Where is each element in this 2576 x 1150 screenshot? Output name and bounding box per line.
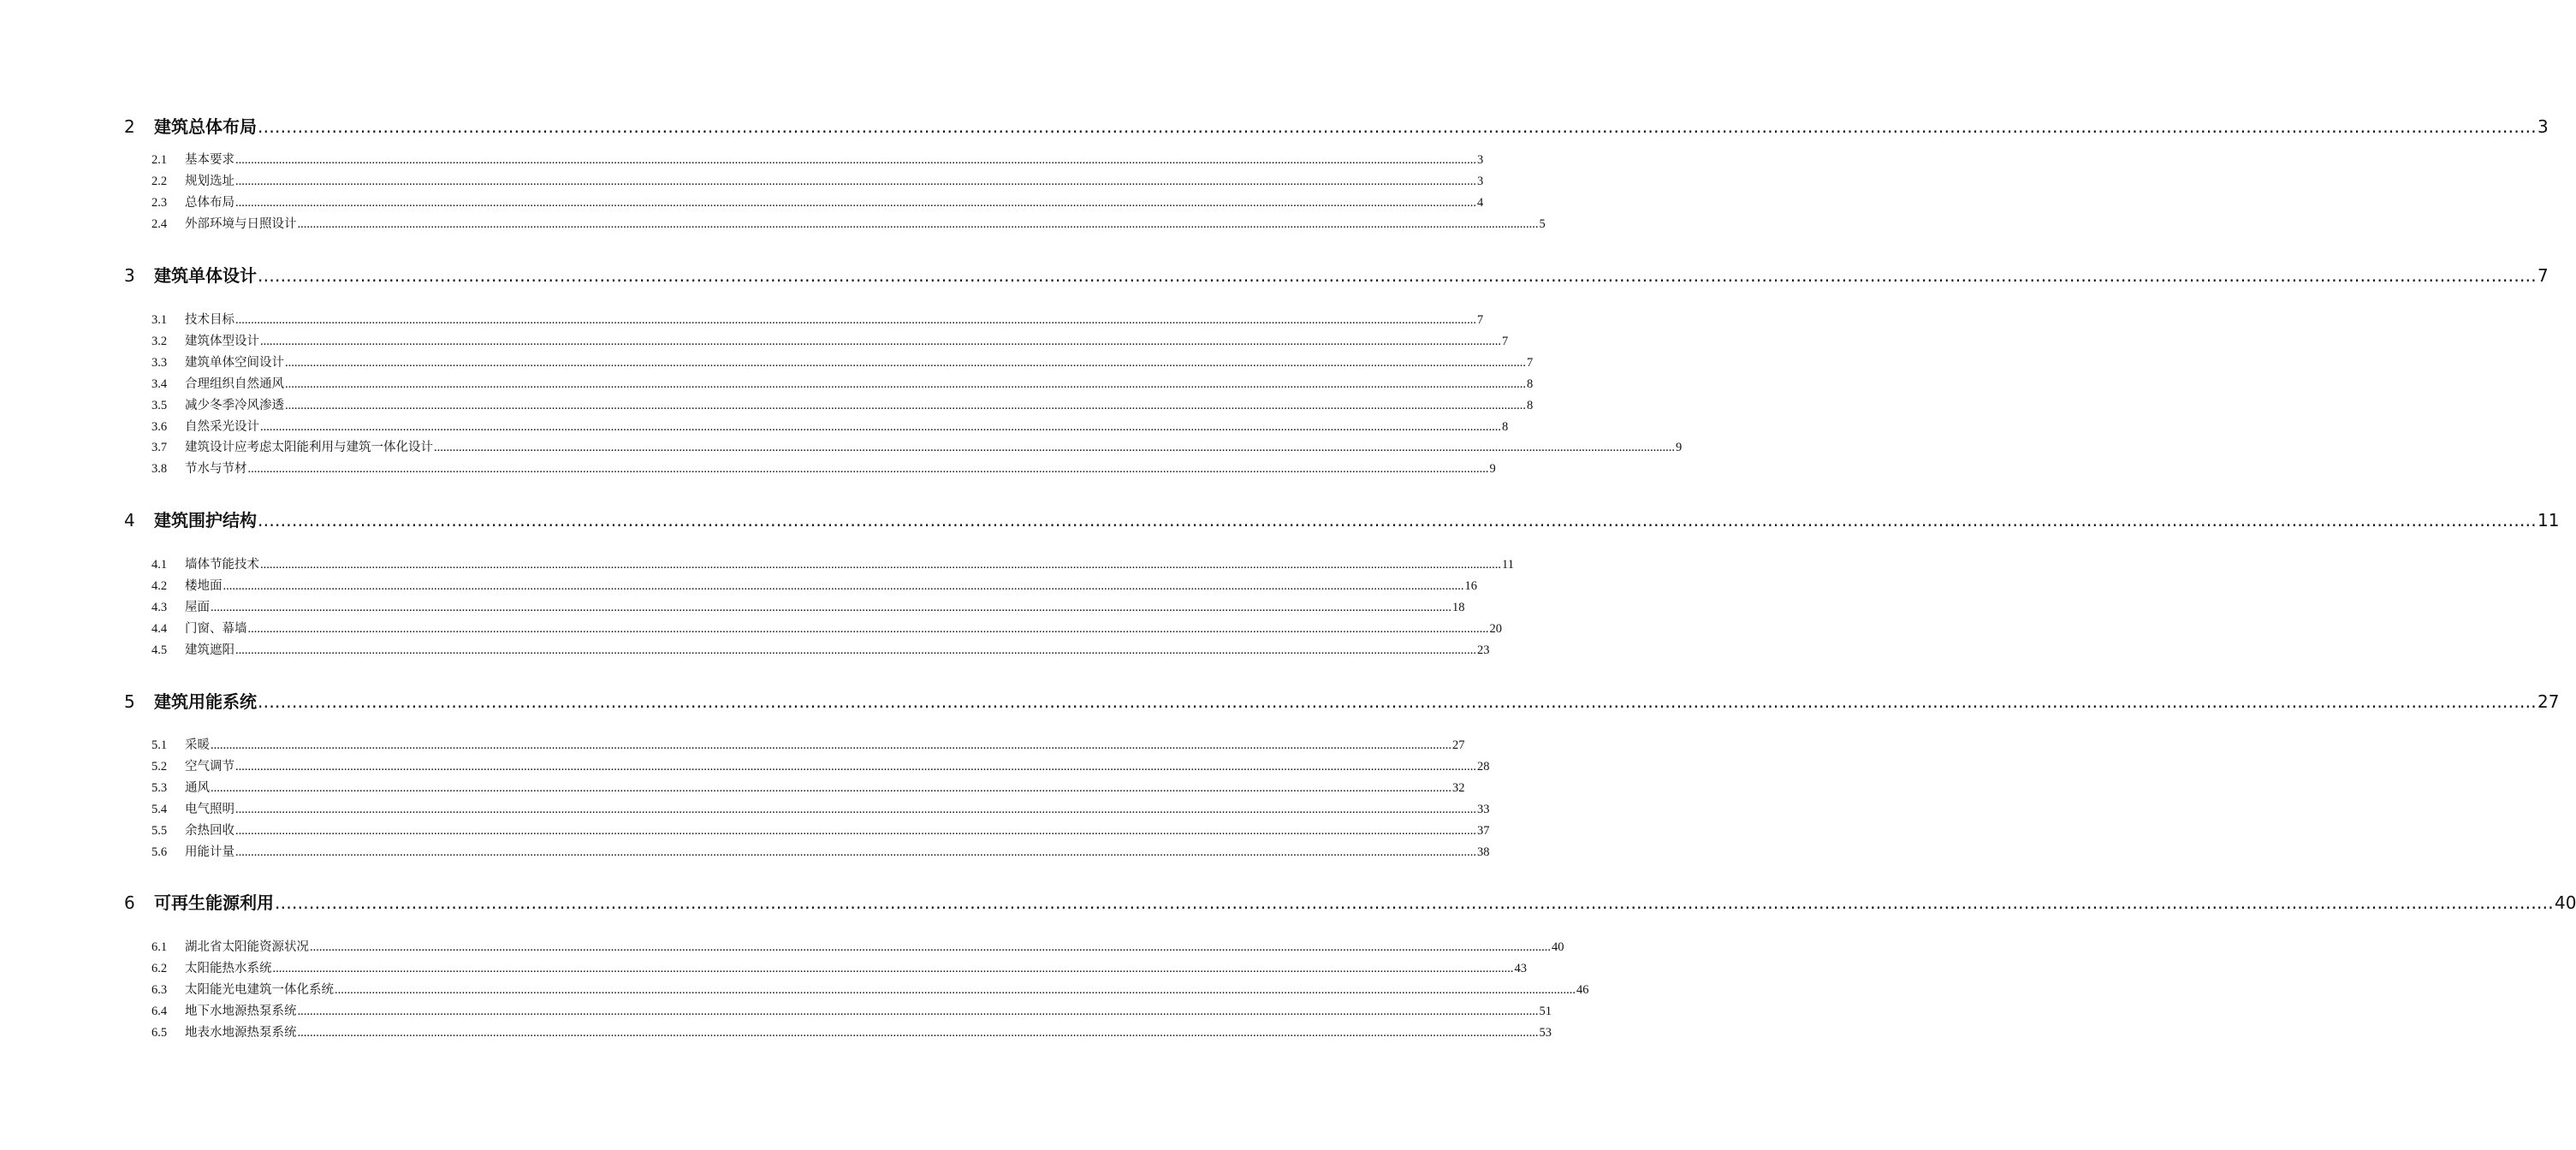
section-page-number: 9 xyxy=(1676,441,1683,454)
toc-section-entry[interactable] xyxy=(151,598,1465,617)
toc-section-entry[interactable] xyxy=(151,151,1484,169)
section-number: 2.4 xyxy=(151,217,168,231)
toc-section-entry[interactable] xyxy=(151,1002,1552,1021)
section-page-number: 46 xyxy=(1576,983,1589,997)
section-page-number: 16 xyxy=(1464,579,1477,593)
section-title: 技术目标 xyxy=(185,313,234,327)
toc-section-entry[interactable] xyxy=(151,375,1534,394)
section-page-number: 7 xyxy=(1527,356,1534,370)
section-title: 建筑单体空间设计 xyxy=(185,356,284,370)
section-number: 2.2 xyxy=(151,175,168,188)
dot-leader: ................................................................................................................................................................................................................................................................................................................................................................................................................ xyxy=(211,738,1451,752)
chapter-page-number: 40 xyxy=(2554,892,2576,913)
section-number: 5.4 xyxy=(151,803,168,816)
dot-leader: ................................................................................................................................................................................................................................................................................................................................................................................................................ xyxy=(235,196,1476,210)
dot-leader: ................................................................................................................................................................................................................................................................................................................................................................................................................ xyxy=(223,579,1464,593)
toc-section-entry[interactable] xyxy=(151,981,1589,999)
dot-leader: ................................................................................................................................................................................................................................................................................................................................................................................................................ xyxy=(247,462,1489,476)
chapter-page-number: 11 xyxy=(2537,510,2560,531)
section-number: 4.5 xyxy=(151,643,168,657)
section-number: 3.8 xyxy=(151,462,168,476)
dot-leader: ................................................................................................................................................................................................................................................................................................................................................................................................................ xyxy=(272,962,1514,975)
toc-section-entry[interactable] xyxy=(151,459,1496,478)
toc-section-entry[interactable] xyxy=(151,555,1514,574)
dot-leader: ................................................................................................................................................................................................................................................................................................................................................................................................................ xyxy=(235,824,1476,838)
toc-chapter-entry[interactable] xyxy=(124,264,2549,288)
toc-section-entry[interactable] xyxy=(151,757,1490,776)
toc-chapter-entry[interactable] xyxy=(124,690,2560,714)
section-title: 屋面 xyxy=(185,601,210,614)
toc-section-entry[interactable] xyxy=(151,353,1534,372)
dot-leader: ................................................................................................................................................................................................................................................................................................................................................................................................................ xyxy=(310,940,1551,954)
section-number: 5.6 xyxy=(151,845,168,859)
section-page-number: 5 xyxy=(1539,217,1546,231)
dot-leader: ................................................................................................................................................................................................................................................................................................................................................................................................................ xyxy=(297,1005,1539,1018)
section-page-number: 37 xyxy=(1477,824,1490,838)
section-number: 3.7 xyxy=(151,441,168,454)
section-page-number: 40 xyxy=(1552,940,1564,954)
chapter-number: 4 xyxy=(124,510,135,531)
section-page-number: 53 xyxy=(1539,1026,1552,1040)
dot-leader: ................................................................................................................................................................................................................................................................................................................................................................................................................ xyxy=(297,217,1539,231)
dot-leader: ................................................................................................................................................................................................................................................................................................................................................................................................................ xyxy=(258,116,2537,137)
section-title: 湖北省太阳能资源状况 xyxy=(185,940,309,954)
section-title: 电气照明 xyxy=(185,803,234,816)
section-title: 建筑设计应考虑太阳能利用与建筑一体化设计 xyxy=(185,441,433,454)
chapter-page-number: 7 xyxy=(2537,265,2549,286)
dot-leader: ................................................................................................................................................................................................................................................................................................................................................................................................................ xyxy=(260,558,1501,572)
dot-leader: ................................................................................................................................................................................................................................................................................................................................................................................................................ xyxy=(258,510,2537,531)
toc-section-entry[interactable] xyxy=(151,843,1490,862)
dot-leader: ................................................................................................................................................................................................................................................................................................................................................................................................................ xyxy=(235,313,1476,327)
dot-leader: ................................................................................................................................................................................................................................................................................................................................................................................................................ xyxy=(335,983,1576,997)
dot-leader: ................................................................................................................................................................................................................................................................................................................................................................................................................ xyxy=(285,399,1526,412)
section-title: 外部环境与日照设计 xyxy=(185,217,297,231)
dot-leader: ................................................................................................................................................................................................................................................................................................................................................................................................................ xyxy=(260,420,1501,434)
toc-chapter-entry[interactable] xyxy=(124,115,2549,139)
section-number: 6.4 xyxy=(151,1005,168,1018)
toc-section-entry[interactable] xyxy=(151,619,1502,638)
section-number: 6.3 xyxy=(151,983,168,997)
dot-leader: ................................................................................................................................................................................................................................................................................................................................................................................................................ xyxy=(211,781,1451,795)
section-number: 6.2 xyxy=(151,962,168,975)
dot-leader: ................................................................................................................................................................................................................................................................................................................................................................................................................ xyxy=(258,691,2537,712)
section-title: 总体布局 xyxy=(185,196,234,210)
section-number: 2.1 xyxy=(151,153,168,167)
dot-leader: ................................................................................................................................................................................................................................................................................................................................................................................................................ xyxy=(235,845,1476,859)
section-title: 采暖 xyxy=(185,738,210,752)
section-title: 自然采光设计 xyxy=(185,420,259,434)
toc-section-entry[interactable] xyxy=(151,1023,1552,1042)
toc-section-entry[interactable] xyxy=(151,438,1683,457)
toc-chapter-entry[interactable] xyxy=(124,891,2576,915)
section-page-number: 20 xyxy=(1489,622,1502,636)
section-page-number: 4 xyxy=(1477,196,1484,210)
dot-leader: ................................................................................................................................................................................................................................................................................................................................................................................................................ xyxy=(258,265,2537,286)
section-title: 地表水地源热泵系统 xyxy=(185,1026,297,1040)
section-number: 4.4 xyxy=(151,622,168,636)
section-title: 建筑体型设计 xyxy=(185,335,259,348)
section-title: 通风 xyxy=(185,781,210,795)
section-number: 4.3 xyxy=(151,601,168,614)
section-title: 楼地面 xyxy=(185,579,223,593)
section-number: 3.4 xyxy=(151,377,168,391)
toc-section-entry[interactable] xyxy=(151,418,1509,436)
section-page-number: 3 xyxy=(1477,175,1484,188)
section-title: 地下水地源热泵系统 xyxy=(185,1005,297,1018)
toc-section-entry[interactable] xyxy=(151,332,1509,351)
toc-section-entry[interactable] xyxy=(151,800,1490,819)
chapter-number: 3 xyxy=(124,265,135,286)
toc-section-entry[interactable] xyxy=(151,938,1564,957)
toc-section-entry[interactable] xyxy=(151,641,1490,660)
section-title: 减少冬季冷风渗透 xyxy=(185,399,284,412)
section-page-number: 27 xyxy=(1452,738,1465,752)
section-title: 规划选址 xyxy=(185,175,234,188)
section-number: 4.1 xyxy=(151,558,168,572)
toc-chapter-entry[interactable] xyxy=(124,508,2560,532)
section-title: 节水与节材 xyxy=(185,462,247,476)
dot-leader: ................................................................................................................................................................................................................................................................................................................................................................................................................ xyxy=(235,643,1476,657)
chapter-page-number: 27 xyxy=(2537,691,2560,712)
chapter-number: 5 xyxy=(124,691,135,712)
chapter-title: 可再生能源利用 xyxy=(154,892,274,913)
section-title: 合理组织自然通风 xyxy=(185,377,284,391)
section-page-number: 51 xyxy=(1539,1005,1552,1018)
section-number: 3.3 xyxy=(151,356,168,370)
chapter-title: 建筑单体设计 xyxy=(154,265,257,286)
section-page-number: 18 xyxy=(1452,601,1465,614)
toc-section-entry[interactable] xyxy=(151,577,1477,596)
section-number: 4.2 xyxy=(151,579,168,593)
toc-section-entry[interactable] xyxy=(151,311,1484,329)
toc-section-entry[interactable] xyxy=(151,736,1465,755)
section-number: 5.3 xyxy=(151,781,168,795)
section-title: 余热回收 xyxy=(185,824,234,838)
section-page-number: 9 xyxy=(1489,462,1496,476)
section-page-number: 43 xyxy=(1514,962,1527,975)
section-page-number: 8 xyxy=(1527,377,1534,391)
dot-leader: ................................................................................................................................................................................................................................................................................................................................................................................................................ xyxy=(285,356,1526,370)
section-title: 空气调节 xyxy=(185,760,234,774)
section-title: 太阳能热水系统 xyxy=(185,962,272,975)
section-number: 3.2 xyxy=(151,335,168,348)
toc-section-entry[interactable] xyxy=(151,779,1465,797)
toc-section-entry[interactable] xyxy=(151,396,1534,415)
section-page-number: 32 xyxy=(1452,781,1465,795)
chapter-title: 建筑总体布局 xyxy=(154,116,257,137)
section-page-number: 8 xyxy=(1527,399,1534,412)
dot-leader: ................................................................................................................................................................................................................................................................................................................................................................................................................ xyxy=(285,377,1526,391)
dot-leader: ................................................................................................................................................................................................................................................................................................................................................................................................................ xyxy=(235,153,1476,167)
chapter-title: 建筑围护结构 xyxy=(154,510,257,531)
section-number: 5.5 xyxy=(151,824,168,838)
section-title: 基本要求 xyxy=(185,153,234,167)
section-page-number: 7 xyxy=(1477,313,1484,327)
section-title: 用能计量 xyxy=(185,845,234,859)
chapter-title: 建筑用能系统 xyxy=(154,691,257,712)
section-title: 建筑遮阳 xyxy=(185,643,234,657)
dot-leader: ................................................................................................................................................................................................................................................................................................................................................................................................................ xyxy=(235,803,1476,816)
chapter-number: 2 xyxy=(124,116,135,137)
section-title: 太阳能光电建筑一体化系统 xyxy=(185,983,334,997)
dot-leader: ................................................................................................................................................................................................................................................................................................................................................................................................................ xyxy=(297,1026,1539,1040)
section-page-number: 3 xyxy=(1477,153,1484,167)
section-number: 6.1 xyxy=(151,940,168,954)
section-number: 6.5 xyxy=(151,1026,168,1040)
toc-section-entry[interactable] xyxy=(151,821,1490,840)
section-page-number: 7 xyxy=(1502,335,1509,348)
dot-leader: ................................................................................................................................................................................................................................................................................................................................................................................................................ xyxy=(275,892,2554,913)
section-page-number: 38 xyxy=(1477,845,1490,859)
section-title: 门窗、幕墙 xyxy=(185,622,247,636)
dot-leader: ................................................................................................................................................................................................................................................................................................................................................................................................................ xyxy=(247,622,1489,636)
section-number: 3.5 xyxy=(151,399,168,412)
section-number: 3.1 xyxy=(151,313,168,327)
dot-leader: ................................................................................................................................................................................................................................................................................................................................................................................................................ xyxy=(434,441,1675,454)
section-page-number: 8 xyxy=(1502,420,1509,434)
toc-section-entry[interactable] xyxy=(151,959,1527,978)
dot-leader: ................................................................................................................................................................................................................................................................................................................................................................................................................ xyxy=(260,335,1501,348)
toc-section-entry[interactable] xyxy=(151,193,1484,212)
section-number: 2.3 xyxy=(151,196,168,210)
section-page-number: 11 xyxy=(1502,558,1514,572)
chapter-page-number: 3 xyxy=(2537,116,2549,137)
section-number: 3.6 xyxy=(151,420,168,434)
dot-leader: ................................................................................................................................................................................................................................................................................................................................................................................................................ xyxy=(235,175,1476,188)
toc-section-entry[interactable] xyxy=(151,215,1546,234)
section-title: 墙体节能技术 xyxy=(185,558,259,572)
dot-leader: ................................................................................................................................................................................................................................................................................................................................................................................................................ xyxy=(235,760,1476,774)
section-page-number: 28 xyxy=(1477,760,1490,774)
section-number: 5.1 xyxy=(151,738,168,752)
dot-leader: ................................................................................................................................................................................................................................................................................................................................................................................................................ xyxy=(211,601,1451,614)
chapter-number: 6 xyxy=(124,892,135,913)
section-page-number: 33 xyxy=(1477,803,1490,816)
section-page-number: 23 xyxy=(1477,643,1490,657)
toc-section-entry[interactable] xyxy=(151,172,1484,191)
section-number: 5.2 xyxy=(151,760,168,774)
